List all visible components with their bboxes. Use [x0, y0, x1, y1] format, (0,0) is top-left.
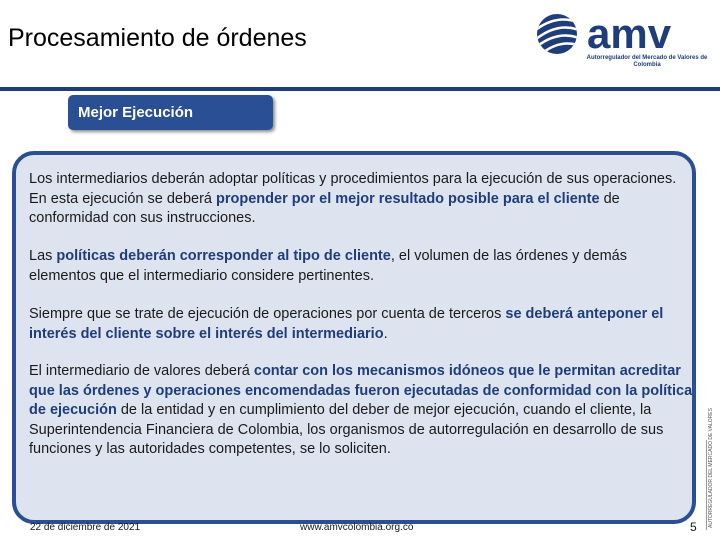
- p3-text-1: Siempre que se trate de ejecución de operaciones por cuenta de terceros: [29, 306, 506, 322]
- p2-highlight: políticas deberán corresponder al tipo de cliente: [56, 248, 391, 264]
- globe-logo-icon: [533, 10, 713, 58]
- paragraph-2: [29, 247, 694, 286]
- paragraph-1: [29, 170, 694, 229]
- p2-text-1: Las: [29, 248, 57, 264]
- p3-highlight: se deberá anteponer el interés del cliente sobre el interés del intermediario: [29, 306, 664, 342]
- p1-highlight: propender por el mejor resultado posible para el cliente: [216, 190, 600, 207]
- p4-text-1: El intermediario de valores deberá: [29, 363, 254, 379]
- page-title: Procesamiento de órdenes: [8, 24, 307, 52]
- p4-text-2: de la entidad y en cumplimiento del deber de mejor ejecución, cuando el cliente, la Superintendencia Financiera de Colombia, los organismos de autorregulación en desarrollo de sus funciones y las autoridades competentes, se lo soliciten.: [29, 402, 664, 457]
- page-number: 5: [690, 520, 697, 534]
- p1-text-2: de conformidad con sus instrucciones.: [29, 190, 620, 226]
- p4-highlight: contar con los mecanismos idóneos que le permitan acreditar que las órdenes y operaciones encomendadas fueron ejecutadas de conformidad con la política de ejecución: [29, 363, 693, 418]
- logo-tagline: Autorregulador del Mercado de Valores de Colombia: [586, 55, 708, 68]
- logo-wordmark: amv: [587, 10, 672, 57]
- side-vertical-text: AUTORREGULADOR DEL MERCADO DE VALORES: [708, 408, 714, 528]
- section-label: [68, 95, 273, 130]
- footer-url: www.amvcolombia.org.co: [300, 522, 414, 533]
- p1-text-1: Los intermediarios deberán adoptar políticas y procedimientos para la ejecución de sus operaciones. En esta ejecución se deberá: [29, 171, 677, 207]
- p3-text-2: .: [383, 325, 388, 342]
- paragraph-3: [29, 305, 694, 344]
- amv-logo: [533, 10, 713, 88]
- paragraph-4: [29, 362, 694, 460]
- section-label-text: Mejor Ejecución: [78, 104, 194, 121]
- header-divider: [0, 87, 720, 91]
- footer-date: 22 de diciembre de 2021: [30, 522, 141, 533]
- p2-text-2: , el volumen de las órdenes y demás elementos que el intermediario considere pertinentes.: [29, 248, 627, 284]
